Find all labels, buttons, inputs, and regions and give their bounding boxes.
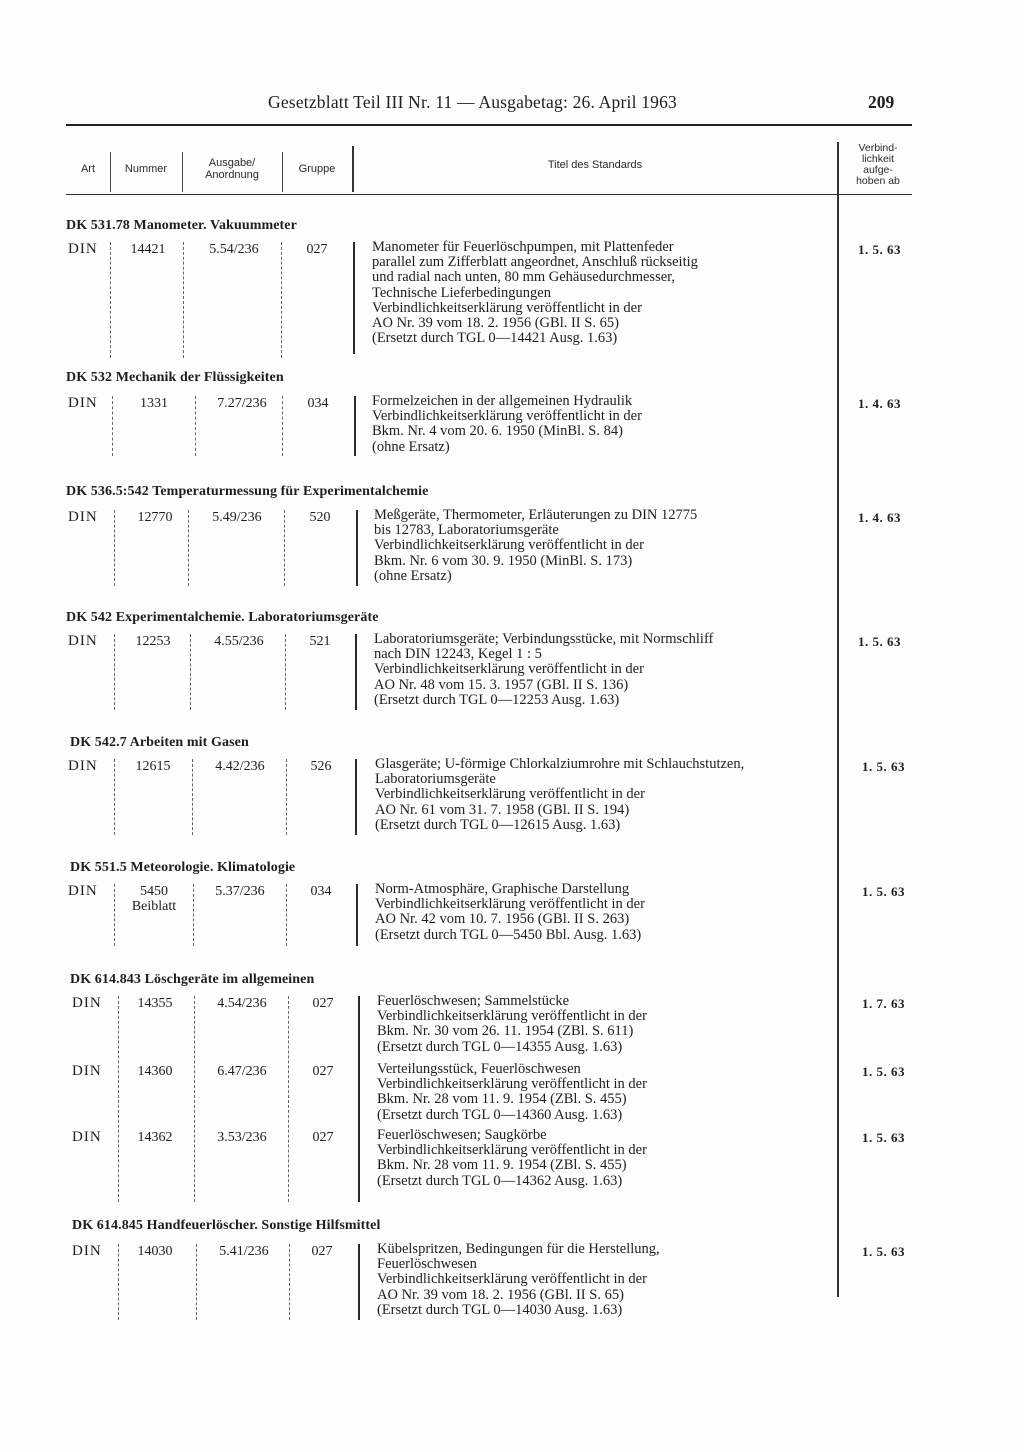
column-divider bbox=[110, 152, 111, 192]
nummer-cell: 12615 bbox=[135, 759, 171, 774]
date-cell: 1. 5. 63 bbox=[862, 1130, 905, 1145]
section-heading: DK 614.845 Handfeuerlöscher. Sonstige Hilfsmittel bbox=[72, 1218, 381, 1233]
row-divider bbox=[114, 884, 115, 946]
ausgabe-cell: 5.41/236 bbox=[219, 1244, 269, 1259]
ausgabe-cell: 4.42/236 bbox=[215, 759, 265, 774]
title-divider bbox=[355, 634, 357, 710]
gruppe-cell: 520 bbox=[309, 510, 331, 525]
row-divider bbox=[112, 396, 113, 456]
nummer-cell: 5450 Beiblatt bbox=[131, 884, 177, 914]
title-cell: Verteilungsstück, Feuerlöschwesen Verbindlichkeitserklärung veröffentlicht in der Bkm. Nr. 28 vom 11. 9. 1954 (ZBl. S. 455) (Ersetzt durch TGL 0—14360 Ausg. 1.63) bbox=[377, 1061, 647, 1123]
art-cell: DIN bbox=[68, 633, 98, 649]
row-divider bbox=[196, 1244, 197, 1320]
column-divider bbox=[282, 152, 283, 192]
section-heading: DK 551.5 Meteorologie. Klimatologie bbox=[70, 860, 296, 875]
section-heading: DK 542.7 Arbeiten mit Gasen bbox=[70, 735, 249, 750]
row-divider bbox=[289, 1244, 290, 1320]
date-cell: 1. 7. 63 bbox=[862, 996, 905, 1011]
title-cell: Meßgeräte, Thermometer, Erläuterungen zu DIN 12775 bis 12783, Laboratoriumsgeräte Verbindlichkeitserklärung veröffentlicht in der Bkm. Nr. 6 vom 30. 9. 1950 (MinBl. S. 173) (ohne Ersatz) bbox=[374, 507, 698, 584]
date-cell: 1. 5. 63 bbox=[862, 759, 905, 774]
nummer-cell: 12770 bbox=[137, 510, 173, 525]
header-rule bbox=[66, 124, 912, 126]
title-cell: Laboratoriumsgeräte; Verbindungsstücke, mit Normschliff nach DIN 12243, Kegel 1 : 5 Verbindlichkeitserklärung veröffentlicht in der AO Nr. 48 vom 15. 3. 1957 (GBl. II S. 136) (Ersetzt durch TGL 0—12253 Ausg. 1.63) bbox=[374, 631, 714, 708]
row-divider bbox=[286, 884, 287, 946]
row-divider bbox=[110, 242, 111, 358]
row-divider bbox=[288, 996, 289, 1202]
art-cell: DIN bbox=[72, 995, 102, 1011]
ausgabe-cell: 5.54/236 bbox=[209, 242, 259, 257]
gruppe-cell: 521 bbox=[309, 634, 331, 649]
title-divider bbox=[358, 996, 360, 1202]
row-divider bbox=[286, 759, 287, 835]
column-header-art: Art bbox=[80, 163, 96, 175]
ausgabe-cell: 5.49/236 bbox=[212, 510, 262, 525]
date-cell: 1. 5. 63 bbox=[858, 634, 901, 649]
row-divider bbox=[285, 634, 286, 710]
art-cell: DIN bbox=[72, 1129, 102, 1145]
section-heading: DK 542 Experimentalchemie. Laboratoriumsgeräte bbox=[66, 610, 379, 625]
ausgabe-cell: 4.54/236 bbox=[217, 996, 267, 1011]
gruppe-cell: 034 bbox=[310, 884, 332, 899]
nummer-cell: 14360 bbox=[137, 1064, 173, 1079]
title-cell: Manometer für Feuerlöschpumpen, mit Plattenfeder parallel zum Zifferblatt angeordnet, Anschluß rückseitig und radial nach unten, 80 mm Gehäusedurchmesser, Technische Lieferbedingungen Verbindlichkeitserklärung veröffentlicht in der AO Nr. 39 vom 18. 2. 1956 (GBl. II S. 65) (Ersetzt durch TGL 0—14421 Ausg. 1.63) bbox=[372, 239, 698, 347]
date-cell: 1. 5. 63 bbox=[862, 1244, 905, 1259]
page-number: 209 bbox=[868, 92, 895, 112]
column-header-gruppe: Gruppe bbox=[298, 163, 336, 175]
row-divider bbox=[188, 510, 189, 586]
date-cell: 1. 4. 63 bbox=[858, 510, 901, 525]
column-header-nummer: Nummer bbox=[124, 163, 168, 175]
date-column-rule bbox=[837, 142, 839, 1297]
ausgabe-cell: 7.27/236 bbox=[217, 396, 267, 411]
column-header-ausgabe: Ausgabe/ Anordnung bbox=[205, 157, 259, 181]
section-heading: DK 532 Mechanik der Flüssigkeiten bbox=[66, 370, 284, 385]
column-divider bbox=[182, 152, 183, 192]
column-divider bbox=[352, 146, 354, 192]
nummer-cell: 1331 bbox=[140, 396, 168, 411]
row-divider bbox=[114, 759, 115, 835]
title-divider bbox=[353, 242, 355, 354]
title-cell: Glasgeräte; U-förmige Chlorkalziumrohre mit Schlauchstutzen, Laboratoriumsgeräte Verbindlichkeitserklärung veröffentlicht in der AO Nr. 61 vom 31. 7. 1958 (GBl. II S. 194) (Ersetzt durch TGL 0—12615 Ausg. 1.63) bbox=[375, 756, 745, 833]
section-heading: DK 614.843 Löschgeräte im allgemeinen bbox=[70, 972, 315, 987]
row-divider bbox=[194, 996, 195, 1202]
gruppe-cell: 027 bbox=[311, 1244, 333, 1259]
column-header-rule bbox=[66, 194, 912, 195]
title-divider bbox=[355, 759, 357, 835]
page-header bbox=[0, 92, 1024, 122]
title-divider bbox=[356, 510, 358, 586]
date-cell: 1. 4. 63 bbox=[858, 396, 901, 411]
row-divider bbox=[282, 396, 283, 456]
title-divider bbox=[354, 396, 356, 456]
title-divider bbox=[356, 884, 358, 946]
nummer-cell: 14355 bbox=[137, 996, 173, 1011]
section-heading: DK 536.5:542 Temperaturmessung für Experimentalchemie bbox=[66, 484, 429, 499]
gruppe-cell: 526 bbox=[310, 759, 332, 774]
row-divider bbox=[281, 242, 282, 358]
title-divider bbox=[358, 1244, 360, 1320]
row-divider bbox=[118, 1244, 119, 1320]
gruppe-cell: 027 bbox=[312, 1130, 334, 1145]
ausgabe-cell: 5.37/236 bbox=[215, 884, 265, 899]
art-cell: DIN bbox=[68, 395, 98, 411]
title-cell: Formelzeichen in der allgemeinen Hydraulik Verbindlichkeitserklärung veröffentlicht in der Bkm. Nr. 4 vom 20. 6. 1950 (MinBl. S. 84) (ohne Ersatz) bbox=[372, 393, 642, 455]
title-cell: Feuerlöschwesen; Sammelstücke Verbindlichkeitserklärung veröffentlicht in der Bkm. Nr. 30 vom 26. 11. 1954 (ZBl. S. 611) (Ersetzt durch TGL 0—14355 Ausg. 1.63) bbox=[377, 993, 647, 1055]
title-cell: Feuerlöschwesen; Saugkörbe Verbindlichkeitserklärung veröffentlicht in der Bkm. Nr. 28 vom 11. 9. 1954 (ZBl. S. 455) (Ersetzt durch TGL 0—14362 Ausg. 1.63) bbox=[377, 1127, 647, 1189]
section-heading: DK 531.78 Manometer. Vakuummeter bbox=[66, 218, 297, 233]
row-divider bbox=[118, 996, 119, 1202]
row-divider bbox=[192, 759, 193, 835]
column-header-titel: Titel des Standards bbox=[547, 159, 643, 171]
row-divider bbox=[114, 510, 115, 586]
nummer-cell: 14421 bbox=[130, 242, 166, 257]
ausgabe-cell: 3.53/236 bbox=[217, 1130, 267, 1145]
date-cell: 1. 5. 63 bbox=[862, 884, 905, 899]
gruppe-cell: 034 bbox=[307, 396, 329, 411]
ausgabe-cell: 4.55/236 bbox=[214, 634, 264, 649]
date-cell: 1. 5. 63 bbox=[862, 1064, 905, 1079]
art-cell: DIN bbox=[68, 883, 98, 899]
art-cell: DIN bbox=[68, 758, 98, 774]
art-cell: DIN bbox=[72, 1063, 102, 1079]
page-title: Gesetzblatt Teil III Nr. 11 — Ausgabetag: 26. April 1963 bbox=[268, 92, 678, 112]
nummer-cell: 14362 bbox=[137, 1130, 173, 1145]
gruppe-cell: 027 bbox=[312, 996, 334, 1011]
row-divider bbox=[183, 242, 184, 358]
gruppe-cell: 027 bbox=[306, 242, 328, 257]
row-divider bbox=[114, 634, 115, 710]
column-header-verbindlichkeit: Verbind- lichkeit aufge- hoben ab bbox=[856, 142, 900, 187]
row-divider bbox=[190, 634, 191, 710]
art-cell: DIN bbox=[72, 1243, 102, 1259]
art-cell: DIN bbox=[68, 509, 98, 525]
row-divider bbox=[284, 510, 285, 586]
date-cell: 1. 5. 63 bbox=[858, 242, 901, 257]
title-cell: Norm-Atmosphäre, Graphische Darstellung Verbindlichkeitserklärung veröffentlicht in der AO Nr. 42 vom 10. 7. 1956 (GBl. II S. 263) (Ersetzt durch TGL 0—5450 Bbl. Ausg. 1.63) bbox=[375, 881, 645, 943]
title-cell: Kübelspritzen, Bedingungen für die Herstellung, Feuerlöschwesen Verbindlichkeitserklärung veröffentlicht in der AO Nr. 39 vom 18. 2. 1956 (GBl. II S. 65) (Ersetzt durch TGL 0—14030 Ausg. 1.63) bbox=[377, 1241, 660, 1318]
ausgabe-cell: 6.47/236 bbox=[217, 1064, 267, 1079]
art-cell: DIN bbox=[68, 241, 98, 257]
gruppe-cell: 027 bbox=[312, 1064, 334, 1079]
nummer-cell: 12253 bbox=[135, 634, 171, 649]
nummer-cell: 14030 bbox=[137, 1244, 173, 1259]
